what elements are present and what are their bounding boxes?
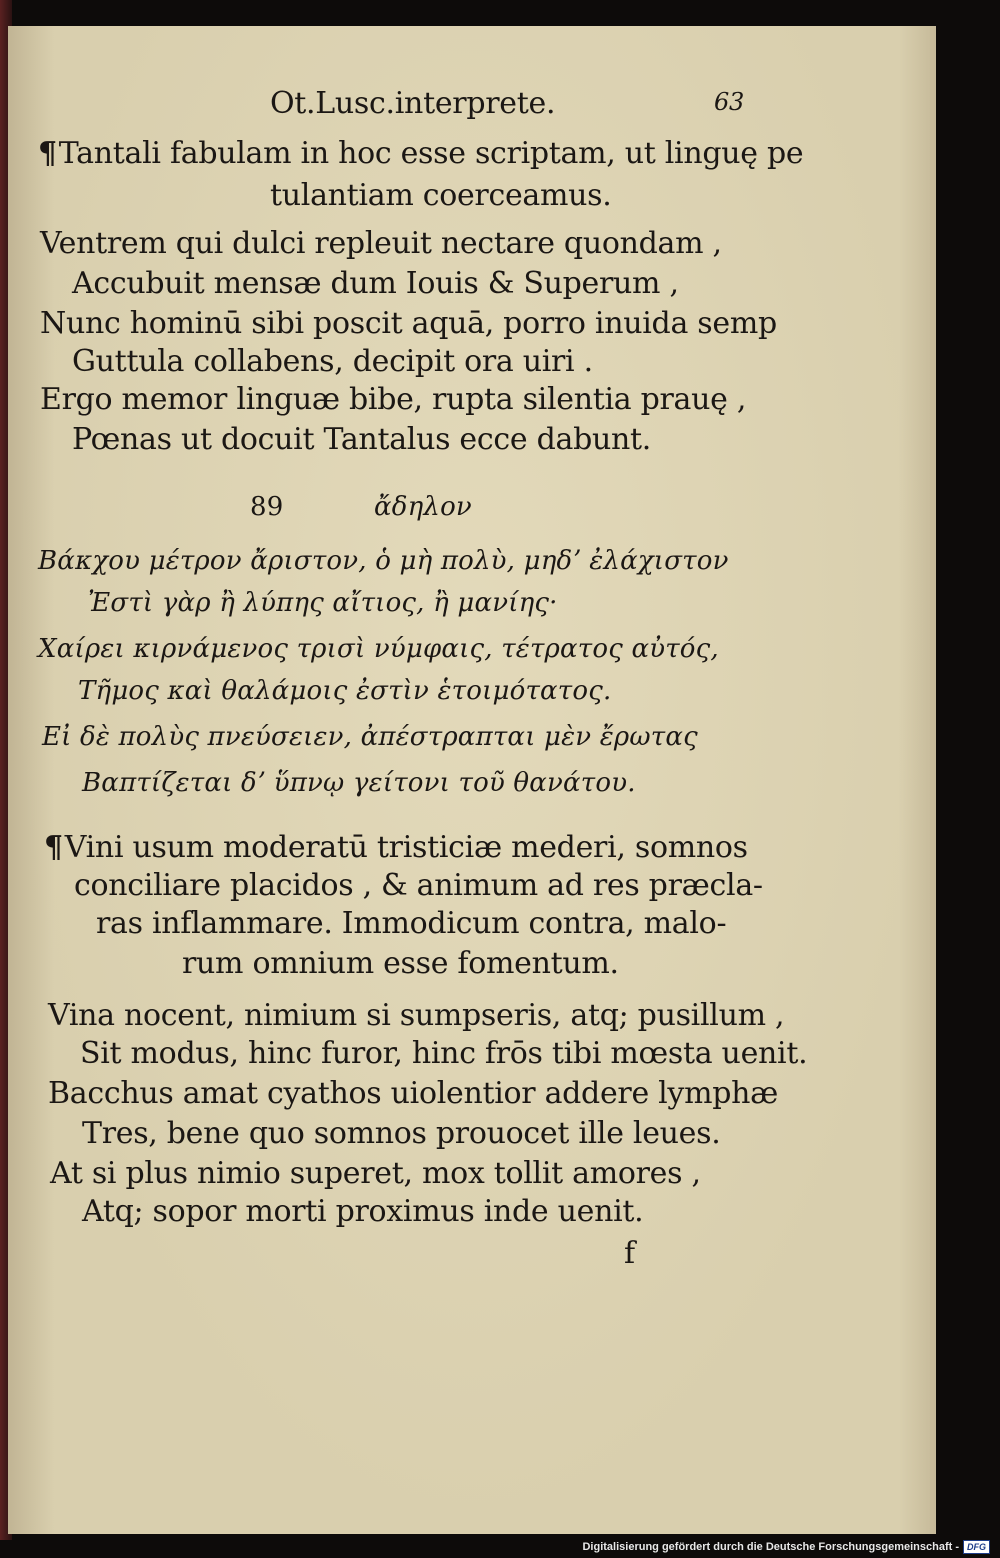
- greek-line: Εἰ δὲ πολὺς πνεύσειεν, ἀπέστραπται μὲν ἔρωτας: [42, 722, 698, 752]
- verse-line: Tres, bene quo somnos prouocet ille leues.: [82, 1116, 721, 1151]
- greek-line: Τῆμος καὶ θαλάμοις ἐστὶν ἑτοιμότατος.: [78, 676, 612, 706]
- argument-line: rum omnium esse fomentum.: [182, 946, 619, 981]
- verse-line: Sit modus, hinc furor, hinc frōs tibi mœsta uenit.: [80, 1036, 808, 1071]
- book-page: [8, 26, 936, 1534]
- verse-line: Vina nocent, nimium si sumpseris, atq; pusillum ,: [48, 998, 785, 1033]
- greek-line: Ἐστὶ γὰρ ἢ λύπης αἴτιος, ἢ μανίης·: [88, 588, 558, 618]
- verse-line: Accubuit mensæ dum Iouis & Superum ,: [72, 266, 679, 301]
- epigram-number: 89: [250, 492, 284, 522]
- greek-line: Χαίρει κιρνάμενος τρισὶ νύμφαις, τέτρατος αὐτός,: [38, 634, 719, 664]
- verse-line: Atq; sopor morti proximus inde uenit.: [82, 1194, 644, 1229]
- signature-mark: f: [624, 1236, 635, 1271]
- verse-line: Nunc hominū sibi poscit aquā, porro inuida semp: [40, 306, 777, 341]
- verse-line: Bacchus amat cyathos uiolentior addere lymphæ: [48, 1076, 779, 1111]
- argument-line: ¶Tantali fabulam in hoc esse scriptam, ut linguę pe: [38, 136, 804, 171]
- argument-line: ¶Vini usum moderatū tristiciæ mederi, somnos: [44, 830, 748, 865]
- greek-line: Βαπτίζεται δʼ ὕπνῳ γείτονι τοῦ θανάτου.: [82, 768, 636, 798]
- running-title: Ot.Lusc.interprete.: [270, 86, 556, 121]
- verse-line: Ergo memor linguæ bibe, rupta silentia prauę ,: [40, 382, 747, 417]
- dfg-logo-icon: DFG: [963, 1540, 990, 1554]
- argument-line: ras inflammare. Immodicum contra, malo-: [96, 906, 727, 941]
- verse-line: Guttula collabens, decipit ora uiri .: [72, 344, 593, 379]
- verse-line: Ventrem qui dulci repleuit nectare quondam ,: [40, 226, 722, 261]
- argument-line: conciliare placidos , & animum ad res præcla-: [74, 868, 763, 903]
- digitization-credit: [582, 1540, 990, 1554]
- verse-line: Pœnas ut docuit Tantalus ecce dabunt.: [72, 422, 652, 457]
- pilcrow-mark: ¶: [44, 830, 63, 865]
- page-number: 63: [714, 88, 744, 116]
- pilcrow-mark: ¶: [38, 136, 57, 171]
- verse-line: At si plus nimio superet, mox tollit amores ,: [50, 1156, 701, 1191]
- epigram-title: ἄδηλον: [374, 492, 472, 522]
- credit-text: Digitalisierung gefördert durch die Deutsche Forschungsgemeinschaft -: [582, 1541, 959, 1553]
- greek-line: Βάκχου μέτρον ἄριστον, ὁ μὴ πολὺ, μηδʼ ἐλάχιστον: [38, 546, 729, 576]
- argument-line: tulantiam coerceamus.: [270, 178, 612, 213]
